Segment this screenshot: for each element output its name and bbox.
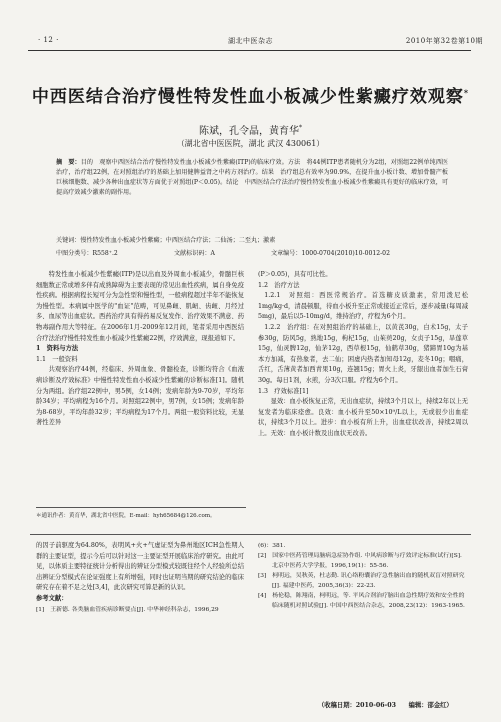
reference-item: [3] 柯明远，吴秋英，杜志勤. 讯心络粉囊治疗急性脑出血的随机双盲对照研究[J]. 福建中医药，2005,36(3)：22-23. <box>258 573 465 589</box>
control-group-paragraph: 1.2.1 对照组：西医常规治疗。首选糖皮质激素，常用泼尼松1mg/kg·d，清晨顿服，待血小板升至正常或接近正常后，逐步减量(每周减5mg)，最后以5-10mg/d，维持治疗，疗程为6个月。 <box>258 292 468 321</box>
reference-item: [4] 杨伦稳，陈翔南，柯明远，等. 平风合剂治疗脑出血急性期疗效和安全性的临床随机对照试验[J]. 中国中西医结合杂志，2008,23(12)：1963-1965. <box>258 593 465 609</box>
article-title: 中西医结合治疗慢性特发性血小板减少性紫癜疗效观察* <box>31 87 470 107</box>
title-mark: * <box>463 87 470 98</box>
reference-item: [1] 王新德. 各类脑血管疾病诊断要点[J]. 中华神经科杂志，1996,29 <box>36 606 219 613</box>
footnote: ＊通讯作者：黄育华，湖北省中医院，E-mail：hyh65684@126.com。 <box>36 507 246 519</box>
left-column <box>36 270 244 429</box>
authors: 陈斌，孔令晶，黄育华* <box>199 124 302 137</box>
subsection-heading: 1.1 一般资料 <box>36 355 78 363</box>
header-rule <box>28 50 471 51</box>
abstract-label: 摘 要： <box>56 159 81 166</box>
right-column <box>258 270 468 440</box>
abstract-text: 目的 观察中西医结合治疗慢性特发性血小板减少性紫癜(ITP)的临床疗效。方法 将44例ITP患者随机分为2组，对照组22例单纯西医治疗，治疗组22例，在对照组治疗的基础上加用健脾益肾之中药方剂治疗。结果 治疗组总有效率为90.9%，在提升血小板计数、增加骨髓产板巨核细胞数、减少各种出血症状等方面优于对照组(P＜0.05)。结论 中西医结合疗法治疗慢性特发性血小板减少性紫癜具有更好的临床疗效，可提高疗效减少激素的副作用。 <box>56 159 448 196</box>
page-number: · 12 · <box>38 36 59 44</box>
continued-paragraph: 的因子前驱度为64.80%，表明风+火+气虚证型为鼻州地区ICH急性期人群的主要证型，提示今后可以针对这一主要证型开展临床治疗研究。由此可见，以体质主要特征统计分析得出的辨证分型模式较既往经个人经验所总结出辨证分型模式在论证强度上有所增强，同时也证明当期的研究结论的临床研究存在着不足之处[3,4]，此次研究可算是新的认识。 <box>36 542 244 592</box>
issue-info: 2010年第32卷第10期 <box>405 37 483 45</box>
section-divider <box>30 534 471 535</box>
document-code: 文献标识码：A <box>174 250 215 257</box>
efficacy-criteria-paragraph: 显效：血小板恢复正常，无出血症状，持续3个月以上，持续2年以上无复发者为临床痊愈。良效：血小板升至50×10⁹/L以上，无或很少出血症状，持续3个月以上。进步：血小板有所上升，出血症状改善，持续2周以上。无效：血小板计数及出血状无改善。 <box>258 398 468 437</box>
journal-name: 湖北中医杂志 <box>228 37 273 45</box>
bottom-left-column <box>36 541 244 615</box>
subsection-heading: 1.3 疗效标准[1] <box>258 387 309 395</box>
general-data-paragraph: 共观察治疗44例，经临床、外周血象、骨髓检查，诊断均符合《血液病诊断及疗效标准》中慢性特发性血小板减少性紫癜的诊断标准[1]。随机分为两组。治疗组22例中，男5例，女14例；发病年龄为9-70岁，平均年龄34岁；平均病程为16个月。对照组22例中，男7例，女15例；发病年龄为8-68岁，平均年龄32岁；平均病程为17个月。两组一般资料比较，无显著性差异 <box>36 366 244 427</box>
references-title: 参考文献： <box>36 594 68 602</box>
abstract <box>56 158 448 198</box>
keywords: 关键词：慢性特发性血小板减少性紫癜；中西医结合疗法；二仙汤；二至丸；激素 <box>56 237 276 244</box>
clc-number: 中图分类号：R558⁺.2 <box>56 250 118 257</box>
intro-paragraph: 特发性血小板减少性紫癜(ITP)是以出血及外周血小板减少，骨髓巨核细胞数正常或增多伴有成熟障碍为主要表现的常见出血性疾病，属自身免疫性疾病。根据病程长短可分为急性型和慢性型，一般病程超过半年不能恢复为慢性型。本病属中医学的"血证"范畴，可见鼻衄、肌衄、齿衄、月经过多、血尿等出血症状。西药治疗具有得药易反复发作、治疗效果不满意、药物毒副作用大等特征。在2006年1月-2009年12月间，笔者采用中西医结合疗法治疗慢性特发性血小板减少性紫癜22例，疗效满意，现报道如下。 <box>36 271 244 342</box>
reference-item: [2] 国家中医药管理局脑病急症协作组. 中风病诊断与疗效评定标准(试行)[S]. 北京中医药大学学报，1996,19(1)：55-56. <box>258 553 462 569</box>
treatment-group-paragraph: 1.2.2 治疗组：在对照组治疗的基础上，以黄芪30g，白术15g，太子参30g，防风5g，熟地15g，枸杞15g，山茱萸20g，女贞子15g，旱莲草15g，仙灵脾12g，仙茅12g，西草根15g，仙鹤草30g，猪蹄胃10g为基本方加减，有热象者，去二仙；困虚内热者加知母12g，麦冬10g；咽痛，舌红，舌薄黄者加西青果10g，连翘15g；胃火上炎，牙龈出血者加生石膏30g。每日1剂，水煎，分3次口服。疗程为6个月。 <box>258 323 468 384</box>
article-number: 文章编号：1000-0704(2010)10-0012-02 <box>271 250 390 257</box>
references-list <box>258 541 468 611</box>
comparability-line: (P＞0.05)，具有可比性。 <box>258 271 332 278</box>
subsection-heading: 1.2 治疗方法 <box>258 281 300 289</box>
page-header <box>8 36 493 50</box>
affiliation: （湖北省中医医院，湖北 武汉 430061） <box>176 139 325 148</box>
section-heading: 1 资料与方法 <box>36 345 79 353</box>
received-date: （收稿日期：2010-06-03 编辑：邵金红） <box>318 702 453 709</box>
author-mark: * <box>299 124 302 132</box>
reference-item: (6)：381. <box>258 543 286 549</box>
